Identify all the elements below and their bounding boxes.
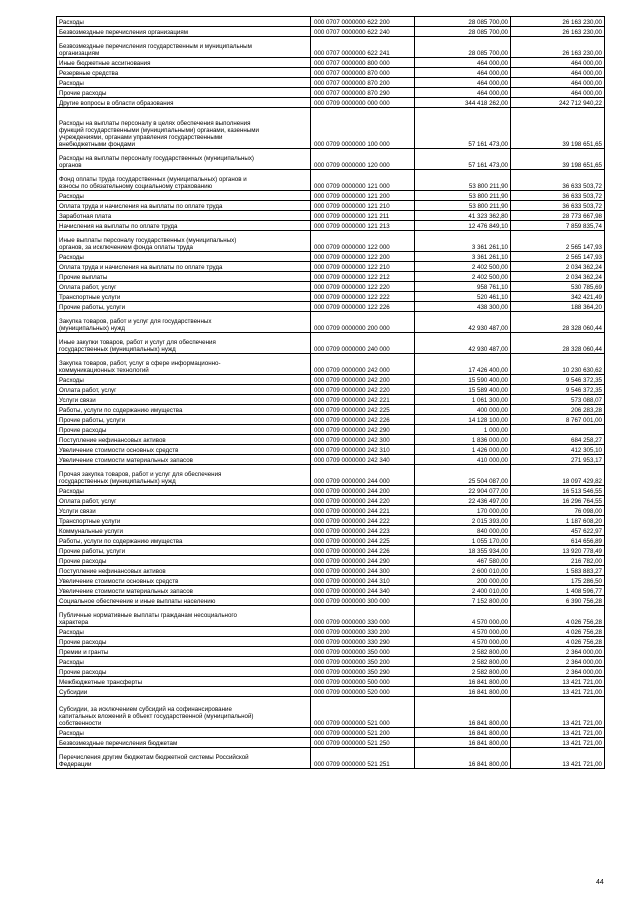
- row-executed-value-cell: 206 283,28: [511, 405, 605, 415]
- row-name-cell: Прочие расходы: [57, 556, 311, 566]
- row-approved-value-cell: 4 570 000,00: [415, 606, 511, 627]
- row-executed-value-cell: 13 421 721,00: [511, 677, 605, 687]
- row-approved-value-cell: 520 461,10: [415, 292, 511, 302]
- row-approved-value-cell: 2 582 800,00: [415, 647, 511, 657]
- row-approved-value-cell: 53 800 211,90: [415, 201, 511, 211]
- row-executed-value-cell: 13 421 721,00: [511, 697, 605, 728]
- row-name-cell: Субсидии: [57, 687, 311, 697]
- budget-table-sheet: [56, 16, 604, 769]
- table-row: [57, 262, 605, 272]
- row-approved-value-cell: 57 161 473,00: [415, 149, 511, 170]
- row-executed-value-cell: 16 296 764,55: [511, 496, 605, 506]
- row-approved-value-cell: 16 841 800,00: [415, 748, 511, 769]
- row-executed-value-cell: 1 583 883,27: [511, 566, 605, 576]
- row-approved-value-cell: 2 402 500,00: [415, 262, 511, 272]
- row-code-cell: 000 0707 0000000 870 000: [311, 68, 415, 78]
- row-name-cell: Безвозмездные перечисления организациям: [57, 27, 311, 37]
- table-row: [57, 405, 605, 415]
- row-executed-value-cell: 188 364,20: [511, 302, 605, 312]
- table-row: [57, 149, 605, 170]
- table-row: [57, 17, 605, 27]
- row-executed-value-cell: 412 305,10: [511, 445, 605, 455]
- row-code-cell: 000 0709 0000000 242 340: [311, 455, 415, 465]
- table-row: [57, 375, 605, 385]
- table-row: [57, 252, 605, 262]
- table-row: [57, 385, 605, 395]
- row-executed-value-cell: 2 364 000,00: [511, 647, 605, 657]
- table-row: [57, 455, 605, 465]
- row-name-cell: Увеличение стоимости материальных запасов: [57, 586, 311, 596]
- table-row: [57, 657, 605, 667]
- table-row: [57, 697, 605, 728]
- row-approved-value-cell: 4 570 000,00: [415, 637, 511, 647]
- row-name-cell: Прочие расходы: [57, 667, 311, 677]
- row-approved-value-cell: 25 504 087,00: [415, 465, 511, 486]
- row-name-cell: Перечисления другим бюджетам бюджетной системы Российской Федерации: [57, 748, 311, 769]
- table-row: [57, 231, 605, 252]
- row-name-cell: Расходы: [57, 78, 311, 88]
- row-executed-value-cell: 464 000,00: [511, 88, 605, 98]
- row-code-cell: 000 0707 0000000 870 200: [311, 78, 415, 88]
- row-executed-value-cell: 16 513 546,55: [511, 486, 605, 496]
- table-row: [57, 68, 605, 78]
- table-row: [57, 58, 605, 68]
- row-approved-value-cell: 16 841 800,00: [415, 677, 511, 687]
- row-code-cell: 000 0709 0000000 242 225: [311, 405, 415, 415]
- table-row: [57, 282, 605, 292]
- row-code-cell: 000 0709 0000000 242 220: [311, 385, 415, 395]
- table-row: [57, 687, 605, 697]
- row-executed-value-cell: 2 565 147,93: [511, 252, 605, 262]
- row-approved-value-cell: 464 000,00: [415, 78, 511, 88]
- row-approved-value-cell: 464 000,00: [415, 88, 511, 98]
- row-executed-value-cell: 7 859 835,74: [511, 221, 605, 231]
- row-code-cell: 000 0709 0000000 330 200: [311, 627, 415, 637]
- row-name-cell: Резервные средства: [57, 68, 311, 78]
- row-approved-value-cell: 1 836 000,00: [415, 435, 511, 445]
- row-code-cell: 000 0709 0000000 120 000: [311, 149, 415, 170]
- row-name-cell: Оплата труда и начисления на выплаты по оплате труда: [57, 262, 311, 272]
- budget-table-body: [57, 17, 605, 769]
- row-approved-value-cell: 41 323 362,80: [415, 211, 511, 221]
- table-row: [57, 728, 605, 738]
- row-approved-value-cell: 958 761,10: [415, 282, 511, 292]
- row-executed-value-cell: 4 026 756,28: [511, 627, 605, 637]
- row-executed-value-cell: 28 328 060,44: [511, 312, 605, 333]
- row-approved-value-cell: 15 589 400,00: [415, 385, 511, 395]
- table-row: [57, 627, 605, 637]
- row-approved-value-cell: 2 582 800,00: [415, 667, 511, 677]
- row-approved-value-cell: 1 000,00: [415, 425, 511, 435]
- table-row: [57, 312, 605, 333]
- row-code-cell: 000 0709 0000000 122 220: [311, 282, 415, 292]
- table-row: [57, 415, 605, 425]
- row-code-cell: 000 0709 0000000 521 251: [311, 748, 415, 769]
- row-approved-value-cell: 28 085 700,00: [415, 37, 511, 58]
- row-approved-value-cell: 2 582 800,00: [415, 657, 511, 667]
- row-name-cell: Коммунальные услуги: [57, 526, 311, 536]
- row-executed-value-cell: 13 421 721,00: [511, 728, 605, 738]
- table-row: [57, 586, 605, 596]
- row-name-cell: Закупка товаров, работ, услуг в сфере информационно- коммуникационных технологий: [57, 354, 311, 375]
- row-executed-value-cell: 26 163 230,00: [511, 27, 605, 37]
- row-approved-value-cell: 28 085 700,00: [415, 27, 511, 37]
- row-approved-value-cell: 16 841 800,00: [415, 738, 511, 748]
- row-executed-value-cell: 10 230 630,62: [511, 354, 605, 375]
- table-row: [57, 292, 605, 302]
- table-row: [57, 88, 605, 98]
- row-approved-value-cell: 1 426 000,00: [415, 445, 511, 455]
- table-row: [57, 272, 605, 282]
- row-name-cell: Начисления на выплаты по оплате труда: [57, 221, 311, 231]
- table-row: [57, 395, 605, 405]
- row-name-cell: Субсидии, за исключением субсидий на софинансирование капитальных вложений в объект государственной (муниципальной) собственности: [57, 697, 311, 728]
- row-name-cell: Расходы: [57, 252, 311, 262]
- row-code-cell: 000 0709 0000000 521 250: [311, 738, 415, 748]
- row-approved-value-cell: 2 402 500,00: [415, 272, 511, 282]
- row-name-cell: Транспортные услуги: [57, 292, 311, 302]
- row-approved-value-cell: 170 000,00: [415, 506, 511, 516]
- row-code-cell: 000 0707 0000000 870 290: [311, 88, 415, 98]
- row-approved-value-cell: 464 000,00: [415, 68, 511, 78]
- row-code-cell: 000 0709 0000000 330 290: [311, 637, 415, 647]
- table-row: [57, 566, 605, 576]
- row-name-cell: Расходы на выплаты персоналу государственных (муниципальных) органов: [57, 149, 311, 170]
- row-code-cell: 000 0709 0000000 244 220: [311, 496, 415, 506]
- row-name-cell: Расходы: [57, 191, 311, 201]
- table-row: [57, 576, 605, 586]
- row-name-cell: Прочая закупка товаров, работ и услуг для обеспечения государственных (муниципальных) нужд: [57, 465, 311, 486]
- row-code-cell: 000 0709 0000000 122 212: [311, 272, 415, 282]
- table-row: [57, 637, 605, 647]
- row-code-cell: 000 0709 0000000 122 000: [311, 231, 415, 252]
- row-executed-value-cell: 684 258,27: [511, 435, 605, 445]
- row-approved-value-cell: 53 800 211,90: [415, 191, 511, 201]
- row-code-cell: 000 0709 0000000 330 000: [311, 606, 415, 627]
- table-row: [57, 98, 605, 108]
- row-code-cell: 000 0707 0000000 622 241: [311, 37, 415, 58]
- row-name-cell: Иные бюджетные ассигнования: [57, 58, 311, 68]
- row-code-cell: 000 0709 0000000 121 213: [311, 221, 415, 231]
- table-row: [57, 191, 605, 201]
- table-row: [57, 486, 605, 496]
- row-name-cell: Расходы: [57, 17, 311, 27]
- row-name-cell: Услуги связи: [57, 395, 311, 405]
- table-row: [57, 526, 605, 536]
- row-approved-value-cell: 1 061 300,00: [415, 395, 511, 405]
- row-approved-value-cell: 200 000,00: [415, 576, 511, 586]
- row-name-cell: Оплата работ, услуг: [57, 385, 311, 395]
- row-code-cell: 000 0709 0000000 500 000: [311, 677, 415, 687]
- row-approved-value-cell: 840 000,00: [415, 526, 511, 536]
- row-executed-value-cell: 530 785,69: [511, 282, 605, 292]
- row-executed-value-cell: 9 546 372,35: [511, 385, 605, 395]
- row-code-cell: 000 0709 0000000 242 310: [311, 445, 415, 455]
- row-name-cell: Работы, услуги по содержанию имущества: [57, 405, 311, 415]
- row-code-cell: 000 0707 0000000 622 200: [311, 17, 415, 27]
- table-row: [57, 78, 605, 88]
- row-name-cell: Прочие работы, услуги: [57, 546, 311, 556]
- row-executed-value-cell: 13 421 721,00: [511, 748, 605, 769]
- row-executed-value-cell: 175 286,50: [511, 576, 605, 586]
- row-name-cell: Безвозмездные перечисления государственным и муниципальным организациям: [57, 37, 311, 58]
- row-code-cell: 000 0709 0000000 244 221: [311, 506, 415, 516]
- row-name-cell: Социальное обеспечение и иные выплаты населению: [57, 596, 311, 606]
- row-name-cell: Увеличение стоимости основных средств: [57, 576, 311, 586]
- row-executed-value-cell: 573 088,07: [511, 395, 605, 405]
- row-approved-value-cell: 438 300,00: [415, 302, 511, 312]
- row-executed-value-cell: 39 198 651,65: [511, 108, 605, 149]
- row-approved-value-cell: 22 904 077,00: [415, 486, 511, 496]
- row-approved-value-cell: 400 000,00: [415, 405, 511, 415]
- row-code-cell: 000 0709 0000000 244 222: [311, 516, 415, 526]
- row-executed-value-cell: 36 633 503,72: [511, 201, 605, 211]
- row-name-cell: Прочие расходы: [57, 637, 311, 647]
- row-name-cell: Иные закупки товаров, работ и услуг для обеспечения государственных (муниципальных) нужд: [57, 333, 311, 354]
- row-executed-value-cell: 2 364 000,00: [511, 667, 605, 677]
- row-name-cell: Расходы: [57, 728, 311, 738]
- row-approved-value-cell: 16 841 800,00: [415, 697, 511, 728]
- row-code-cell: 000 0709 0000000 121 210: [311, 201, 415, 211]
- row-executed-value-cell: 13 421 721,00: [511, 738, 605, 748]
- row-approved-value-cell: 16 841 800,00: [415, 687, 511, 697]
- table-row: [57, 201, 605, 211]
- row-code-cell: 000 0709 0000000 121 000: [311, 170, 415, 191]
- row-approved-value-cell: 4 570 000,00: [415, 627, 511, 637]
- table-row: [57, 354, 605, 375]
- row-approved-value-cell: 3 361 261,10: [415, 231, 511, 252]
- row-code-cell: 000 0709 0000000 521 000: [311, 697, 415, 728]
- row-code-cell: 000 0709 0000000 244 310: [311, 576, 415, 586]
- row-executed-value-cell: 18 097 429,82: [511, 465, 605, 486]
- table-row: [57, 647, 605, 657]
- row-code-cell: 000 0709 0000000 242 000: [311, 354, 415, 375]
- row-approved-value-cell: 16 841 800,00: [415, 728, 511, 738]
- row-executed-value-cell: 2 034 362,24: [511, 272, 605, 282]
- row-approved-value-cell: 17 426 400,00: [415, 354, 511, 375]
- row-code-cell: 000 0709 0000000 350 000: [311, 647, 415, 657]
- table-row: [57, 516, 605, 526]
- table-row: [57, 27, 605, 37]
- row-name-cell: Оплата работ, услуг: [57, 496, 311, 506]
- row-executed-value-cell: 26 163 230,00: [511, 17, 605, 27]
- row-executed-value-cell: 4 026 756,28: [511, 637, 605, 647]
- row-executed-value-cell: 464 000,00: [511, 58, 605, 68]
- row-executed-value-cell: 242 712 940,22: [511, 98, 605, 108]
- table-row: [57, 556, 605, 566]
- row-code-cell: 000 0709 0000000 121 211: [311, 211, 415, 221]
- row-approved-value-cell: 467 580,00: [415, 556, 511, 566]
- table-row: [57, 667, 605, 677]
- row-name-cell: Иные выплаты персоналу государственных (муниципальных) органов, за исключением фонда оплаты труда: [57, 231, 311, 252]
- row-executed-value-cell: 2 034 362,24: [511, 262, 605, 272]
- page-number: 44: [596, 879, 604, 886]
- row-approved-value-cell: 42 930 487,00: [415, 333, 511, 354]
- row-code-cell: 000 0707 0000000 622 240: [311, 27, 415, 37]
- row-name-cell: Поступление нефинансовых активов: [57, 435, 311, 445]
- row-approved-value-cell: 18 355 934,00: [415, 546, 511, 556]
- row-executed-value-cell: 464 000,00: [511, 68, 605, 78]
- row-approved-value-cell: 28 085 700,00: [415, 17, 511, 27]
- row-name-cell: Публичные нормативные выплаты гражданам несоциального характера: [57, 606, 311, 627]
- row-code-cell: 000 0709 0000000 242 300: [311, 435, 415, 445]
- row-approved-value-cell: 410 000,00: [415, 455, 511, 465]
- row-code-cell: 000 0709 0000000 122 222: [311, 292, 415, 302]
- row-approved-value-cell: 22 436 497,00: [415, 496, 511, 506]
- row-approved-value-cell: 12 476 849,10: [415, 221, 511, 231]
- row-code-cell: 000 0709 0000000 122 200: [311, 252, 415, 262]
- row-name-cell: Прочие расходы: [57, 88, 311, 98]
- row-code-cell: 000 0709 0000000 244 000: [311, 465, 415, 486]
- table-row: [57, 333, 605, 354]
- table-row: [57, 738, 605, 748]
- table-row: [57, 496, 605, 506]
- row-executed-value-cell: 2 364 000,00: [511, 657, 605, 667]
- row-code-cell: 000 0709 0000000 100 000: [311, 108, 415, 149]
- table-row: [57, 302, 605, 312]
- table-row: [57, 211, 605, 221]
- row-name-cell: Расходы: [57, 657, 311, 667]
- table-row: [57, 606, 605, 627]
- row-name-cell: Закупка товаров, работ и услуг для государственных (муниципальных) нужд: [57, 312, 311, 333]
- row-name-cell: Работы, услуги по содержанию имущества: [57, 536, 311, 546]
- row-name-cell: Безвозмездные перечисления бюджетам: [57, 738, 311, 748]
- row-executed-value-cell: 28 773 667,98: [511, 211, 605, 221]
- row-name-cell: Расходы: [57, 375, 311, 385]
- row-executed-value-cell: 13 920 778,49: [511, 546, 605, 556]
- row-executed-value-cell: 614 656,89: [511, 536, 605, 546]
- row-executed-value-cell: 76 098,00: [511, 506, 605, 516]
- row-approved-value-cell: 1 055 170,00: [415, 536, 511, 546]
- row-code-cell: 000 0709 0000000 242 290: [311, 425, 415, 435]
- row-name-cell: Услуги связи: [57, 506, 311, 516]
- row-approved-value-cell: 42 930 487,00: [415, 312, 511, 333]
- row-code-cell: 000 0709 0000000 242 200: [311, 375, 415, 385]
- row-executed-value-cell: 28 328 060,44: [511, 333, 605, 354]
- row-code-cell: 000 0709 0000000 300 000: [311, 596, 415, 606]
- row-name-cell: Прочие выплаты: [57, 272, 311, 282]
- row-code-cell: 000 0709 0000000 242 226: [311, 415, 415, 425]
- row-name-cell: Транспортные услуги: [57, 516, 311, 526]
- row-name-cell: Фонд оплаты труда государственных (муниципальных) органов и взносы по обязательному социальному страхованию: [57, 170, 311, 191]
- row-approved-value-cell: 15 590 400,00: [415, 375, 511, 385]
- table-row: [57, 536, 605, 546]
- row-name-cell: Увеличение стоимости основных средств: [57, 445, 311, 455]
- row-approved-value-cell: 2 400 010,00: [415, 586, 511, 596]
- table-row: [57, 425, 605, 435]
- row-executed-value-cell: 36 633 503,72: [511, 191, 605, 201]
- row-code-cell: 000 0709 0000000 122 210: [311, 262, 415, 272]
- row-code-cell: 000 0709 0000000 244 226: [311, 546, 415, 556]
- row-code-cell: 000 0709 0000000 244 200: [311, 486, 415, 496]
- row-name-cell: Расходы: [57, 486, 311, 496]
- row-code-cell: 000 0709 0000000 244 223: [311, 526, 415, 536]
- row-approved-value-cell: 14 128 100,00: [415, 415, 511, 425]
- row-executed-value-cell: 271 953,17: [511, 455, 605, 465]
- row-executed-value-cell: 4 026 756,28: [511, 606, 605, 627]
- table-row: [57, 596, 605, 606]
- row-approved-value-cell: 53 800 211,90: [415, 170, 511, 191]
- table-row: [57, 435, 605, 445]
- row-executed-value-cell: 6 390 756,28: [511, 596, 605, 606]
- row-executed-value-cell: 457 622,97: [511, 526, 605, 536]
- row-executed-value-cell: 8 767 001,00: [511, 415, 605, 425]
- table-row: [57, 221, 605, 231]
- row-name-cell: Прочие работы, услуги: [57, 302, 311, 312]
- row-name-cell: Другие вопросы в области образования: [57, 98, 311, 108]
- row-approved-value-cell: 464 000,00: [415, 58, 511, 68]
- row-executed-value-cell: 342 421,49: [511, 292, 605, 302]
- row-code-cell: 000 0709 0000000 244 290: [311, 556, 415, 566]
- row-executed-value-cell: 13 421 721,00: [511, 687, 605, 697]
- row-code-cell: 000 0709 0000000 350 290: [311, 667, 415, 677]
- row-name-cell: Расходы: [57, 627, 311, 637]
- row-code-cell: 000 0709 0000000 350 200: [311, 657, 415, 667]
- row-name-cell: Поступление нефинансовых активов: [57, 566, 311, 576]
- table-row: [57, 37, 605, 58]
- row-name-cell: Оплата работ, услуг: [57, 282, 311, 292]
- row-code-cell: 000 0709 0000000 242 221: [311, 395, 415, 405]
- row-code-cell: 000 0709 0000000 244 340: [311, 586, 415, 596]
- row-name-cell: Расходы на выплаты персоналу в целях обеспечения выполнения функций государственными (муниципальными) органами, казенными учреждениями, органами управления государственными внебюджетными фондами: [57, 108, 311, 149]
- row-executed-value-cell: 464 000,00: [511, 78, 605, 88]
- table-row: [57, 108, 605, 149]
- row-executed-value-cell: 39 198 651,65: [511, 149, 605, 170]
- row-approved-value-cell: 57 161 473,00: [415, 108, 511, 149]
- row-name-cell: Премии и гранты: [57, 647, 311, 657]
- row-executed-value-cell: 216 782,00: [511, 556, 605, 566]
- row-code-cell: 000 0709 0000000 000 000: [311, 98, 415, 108]
- budget-table: [56, 16, 605, 769]
- row-code-cell: 000 0709 0000000 521 200: [311, 728, 415, 738]
- row-name-cell: Прочие работы, услуги: [57, 415, 311, 425]
- table-row: [57, 170, 605, 191]
- row-approved-value-cell: 3 361 261,10: [415, 252, 511, 262]
- row-name-cell: Заработная плата: [57, 211, 311, 221]
- row-code-cell: 000 0709 0000000 121 200: [311, 191, 415, 201]
- table-row: [57, 506, 605, 516]
- row-name-cell: Прочие расходы: [57, 425, 311, 435]
- row-code-cell: 000 0709 0000000 244 300: [311, 566, 415, 576]
- row-code-cell: 000 0709 0000000 200 000: [311, 312, 415, 333]
- row-code-cell: 000 0709 0000000 244 225: [311, 536, 415, 546]
- row-name-cell: Межбюджетные трансферты: [57, 677, 311, 687]
- row-executed-value-cell: 36 633 503,72: [511, 170, 605, 191]
- row-approved-value-cell: 2 015 393,00: [415, 516, 511, 526]
- row-code-cell: 000 0707 0000000 800 000: [311, 58, 415, 68]
- row-name-cell: Увеличение стоимости материальных запасов: [57, 455, 311, 465]
- table-row: [57, 465, 605, 486]
- row-approved-value-cell: 344 418 262,00: [415, 98, 511, 108]
- table-row: [57, 677, 605, 687]
- row-code-cell: 000 0709 0000000 240 000: [311, 333, 415, 354]
- row-executed-value-cell: 26 163 230,00: [511, 37, 605, 58]
- row-approved-value-cell: 2 600 010,00: [415, 566, 511, 576]
- row-code-cell: 000 0709 0000000 122 226: [311, 302, 415, 312]
- row-approved-value-cell: 7 152 800,00: [415, 596, 511, 606]
- row-executed-value-cell: [511, 425, 605, 435]
- row-executed-value-cell: 1 408 596,77: [511, 586, 605, 596]
- row-executed-value-cell: 1 187 608,20: [511, 516, 605, 526]
- row-executed-value-cell: 2 565 147,93: [511, 231, 605, 252]
- table-row: [57, 748, 605, 769]
- row-executed-value-cell: 9 546 372,35: [511, 375, 605, 385]
- row-code-cell: 000 0709 0000000 520 000: [311, 687, 415, 697]
- table-row: [57, 546, 605, 556]
- table-row: [57, 445, 605, 455]
- row-name-cell: Оплата труда и начисления на выплаты по оплате труда: [57, 201, 311, 211]
